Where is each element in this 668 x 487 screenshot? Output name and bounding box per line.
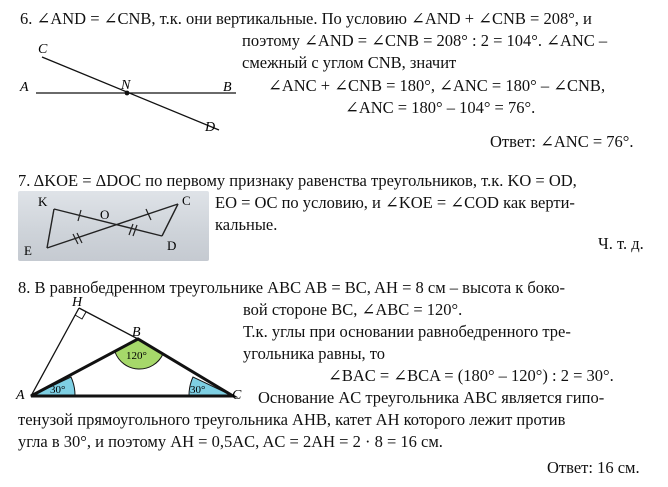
p6-line-1: 6. ∠AND = ∠CNB, т.к. они вертикальные. По условию ∠AND + ∠CNB = 208°, и bbox=[20, 9, 592, 28]
p6-line-3: смежный с углом CNB, значит bbox=[242, 53, 457, 72]
p8-line-6: Основание AC треугольника ABC является гипо- bbox=[258, 388, 605, 407]
p8-line-3: Т.к. углы при основании равнобедренного тре- bbox=[243, 322, 571, 341]
label-c: C bbox=[182, 193, 191, 208]
label-d: D bbox=[205, 120, 216, 135]
seg-k-e bbox=[47, 209, 54, 248]
p6-line-5: ∠ANC = 180° – 104° = 76°. bbox=[345, 98, 536, 117]
label-a: A bbox=[20, 80, 29, 95]
figure-8 bbox=[10, 295, 248, 407]
angle-b-label: 120° bbox=[126, 350, 147, 362]
label-n: N bbox=[121, 78, 131, 93]
p8-answer: Ответ: 16 см. bbox=[547, 458, 640, 477]
p8-line-2: вой стороне BC, ∠ABC = 120°. bbox=[243, 300, 463, 319]
seg-e-c bbox=[47, 204, 178, 248]
p7-qed: Ч. т. д. bbox=[598, 234, 644, 253]
tick-od-1 bbox=[129, 224, 133, 235]
p7-line-1: 7. ΔKOE = ΔDOC по первому признаку равенства треугольников, т.к. KO = OD, bbox=[18, 171, 577, 190]
photo-figure-7 bbox=[18, 191, 209, 261]
label-a: A bbox=[16, 388, 25, 403]
label-c: C bbox=[232, 388, 242, 403]
label-o: O bbox=[100, 207, 110, 222]
angle-c-label: 30° bbox=[190, 384, 206, 396]
p6-line-2: поэтому ∠AND = ∠CNB = 208° : 2 = 104°. ∠ANC – bbox=[242, 31, 608, 50]
label-d: D bbox=[167, 238, 177, 253]
angle-a-label: 30° bbox=[50, 384, 66, 396]
figure-7 bbox=[18, 191, 209, 261]
label-b: B bbox=[223, 80, 232, 95]
p8-line-8: угла в 30°, и поэтому AH = 0,5AC, AC = 2AH = 2 · 8 = 16 см. bbox=[18, 432, 443, 451]
tick-od-2 bbox=[133, 225, 137, 236]
p8-line-1: 8. В равнобедренном треугольнике ABC AB = BC, AH = 8 см – высота к боко- bbox=[18, 278, 565, 297]
p8-line-7: тенузой прямоугольного треугольника AHB, катет AH которого лежит против bbox=[18, 410, 566, 429]
p7-line-2: EO = OC по условию, и ∠KOE = ∠COD как верти- bbox=[215, 193, 575, 212]
label-c: C bbox=[38, 42, 48, 57]
p6-line-4: ∠ANC + ∠CNB = 180°, ∠ANC = 180° – ∠CNB, bbox=[268, 76, 606, 95]
p8-line-4: угольника равны, то bbox=[243, 344, 386, 363]
p8-line-5: ∠BAC = ∠BCA = (180° – 120°) : 2 = 30°. bbox=[328, 366, 614, 385]
segment-hb bbox=[79, 308, 138, 339]
label-b: B bbox=[132, 325, 141, 340]
p6-answer: Ответ: ∠ANC = 76°. bbox=[490, 132, 634, 151]
p7-line-3: кальные. bbox=[215, 215, 278, 234]
label-k: K bbox=[38, 194, 48, 209]
label-e: E bbox=[24, 243, 32, 258]
label-h: H bbox=[72, 295, 83, 310]
figure-6 bbox=[14, 38, 244, 138]
